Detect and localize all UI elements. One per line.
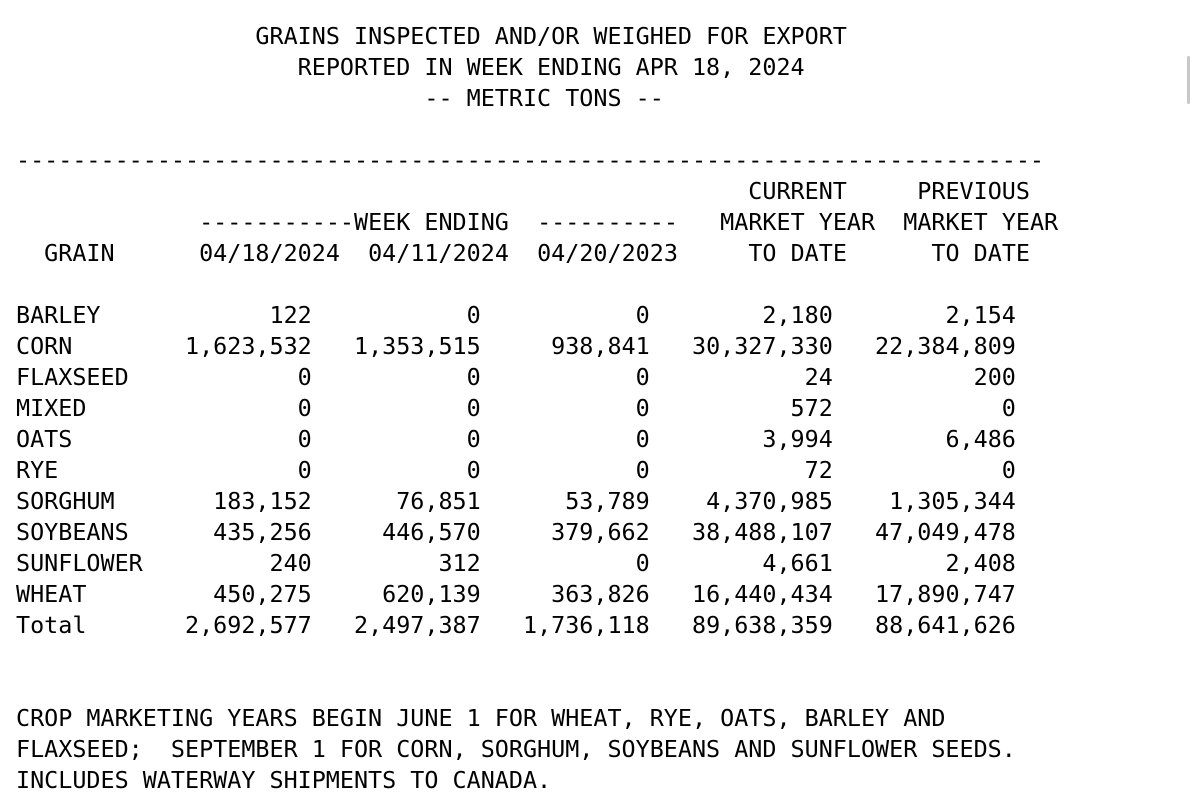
- spacer: [523, 208, 537, 236]
- column-header: MARKET YEAR: [889, 208, 1073, 236]
- footnote-2: FLAXSEED; SEPTEMBER 1 FOR CORN, SORGHUM, SOYBEANS AND SUNFLOWER SEEDS.: [16, 735, 1016, 763]
- tonnage-value: 2,692,577: [156, 611, 312, 639]
- tonnage-value: 1,623,532: [156, 332, 312, 360]
- grain-name: BARLEY: [16, 301, 157, 329]
- tonnage-value: 16,440,434: [649, 580, 833, 608]
- tonnage-value: 0: [311, 456, 481, 484]
- footnote-1: CROP MARKETING YEARS BEGIN JUNE 1 FOR WHEAT, RYE, OATS, BARLEY AND: [16, 704, 946, 732]
- tonnage-value: 446,570: [311, 518, 481, 546]
- table-header-row: [16, 207, 1072, 238]
- grain-export-report: [16, 21, 1072, 796]
- blank-line: [16, 269, 1072, 300]
- table-divider: [16, 145, 1072, 176]
- report-text: [16, 21, 1072, 796]
- column-header: ----------: [537, 208, 692, 236]
- grain-name: CORN: [16, 332, 157, 360]
- tonnage-value: 435,256: [156, 518, 312, 546]
- spacer: [16, 208, 199, 236]
- grain-name: FLAXSEED: [16, 363, 157, 391]
- column-header: MARKET YEAR: [706, 208, 890, 236]
- spacer: [16, 22, 255, 50]
- footnote-2-line: [16, 734, 1072, 765]
- tonnage-value: 572: [649, 394, 833, 422]
- blank-line: [16, 114, 1072, 145]
- spacer: [16, 53, 298, 81]
- report-units-line: [16, 83, 1072, 114]
- grain-name: SORGHUM: [16, 487, 157, 515]
- report-subtitle-line: [16, 52, 1072, 83]
- column-header: CURRENT: [706, 177, 890, 205]
- tonnage-value: 1,353,515: [311, 332, 481, 360]
- report-units: -- METRIC TONS --: [424, 84, 664, 112]
- footnote-3: INCLUDES WATERWAY SHIPMENTS TO CANADA.: [16, 766, 552, 794]
- tonnage-value: 0: [156, 425, 312, 453]
- tonnage-value: 4,661: [649, 549, 833, 577]
- grain-name: RYE: [16, 456, 157, 484]
- column-header: -----------: [199, 208, 354, 236]
- table-row: [16, 424, 1072, 455]
- tonnage-value: 17,890,747: [832, 580, 1016, 608]
- tonnage-value: 2,408: [832, 549, 1016, 577]
- tonnage-value: 47,049,478: [832, 518, 1016, 546]
- spacer: [16, 84, 424, 112]
- report-title-line: [16, 21, 1072, 52]
- tonnage-value: 620,139: [311, 580, 481, 608]
- footnote-1-line: [16, 703, 1072, 734]
- tonnage-value: 0: [311, 301, 481, 329]
- blank-line: [16, 641, 1072, 672]
- tonnage-value: 89,638,359: [649, 611, 833, 639]
- column-header: TO DATE: [706, 239, 890, 267]
- footnote-3-line: [16, 765, 1072, 796]
- tonnage-value: 0: [480, 456, 650, 484]
- tonnage-value: 183,152: [156, 487, 312, 515]
- tonnage-value: 0: [480, 425, 650, 453]
- table-row: [16, 455, 1072, 486]
- column-header: 04/18/2024: [185, 239, 354, 267]
- tonnage-value: 938,841: [480, 332, 650, 360]
- scrollbar-thumb[interactable]: [1187, 56, 1190, 104]
- tonnage-value: 0: [311, 394, 481, 422]
- tonnage-value: 24: [649, 363, 833, 391]
- divider-rule: -------------------------------------------------------------------------: [16, 146, 1045, 174]
- report-subtitle: REPORTED IN WEEK ENDING APR 18, 2024: [297, 53, 805, 81]
- blank-line: [16, 672, 1072, 703]
- grain-name: SOYBEANS: [16, 518, 157, 546]
- tonnage-value: 3,994: [649, 425, 833, 453]
- spacer: [115, 239, 185, 267]
- tonnage-value: 312: [311, 549, 481, 577]
- column-header: TO DATE: [889, 239, 1073, 267]
- tonnage-value: 0: [480, 394, 650, 422]
- table-row: [16, 331, 1072, 362]
- tonnage-value: 0: [156, 363, 312, 391]
- total-row: [16, 610, 1072, 641]
- tonnage-value: 0: [480, 363, 650, 391]
- column-header: PREVIOUS: [889, 177, 1073, 205]
- tonnage-value: 379,662: [480, 518, 650, 546]
- table-header-row: [16, 176, 1072, 207]
- tonnage-value: 1,305,344: [832, 487, 1016, 515]
- tonnage-value: 72: [649, 456, 833, 484]
- report-title: GRAINS INSPECTED AND/OR WEIGHED FOR EXPORT: [255, 22, 847, 50]
- tonnage-value: 0: [480, 301, 650, 329]
- table-row: [16, 548, 1072, 579]
- tonnage-value: 2,497,387: [311, 611, 481, 639]
- table-row: [16, 393, 1072, 424]
- table-row: [16, 486, 1072, 517]
- column-header: 04/20/2023: [523, 239, 707, 267]
- tonnage-value: 30,327,330: [649, 332, 833, 360]
- grain-name: SUNFLOWER: [16, 549, 157, 577]
- tonnage-value: 0: [311, 363, 481, 391]
- tonnage-value: 363,826: [480, 580, 650, 608]
- tonnage-value: 76,851: [311, 487, 481, 515]
- column-header: GRAIN: [16, 239, 115, 267]
- tonnage-value: 0: [480, 549, 650, 577]
- table-row: [16, 300, 1072, 331]
- tonnage-value: 2,180: [649, 301, 833, 329]
- tonnage-value: 0: [832, 394, 1016, 422]
- tonnage-value: 6,486: [832, 425, 1016, 453]
- tonnage-value: 38,488,107: [649, 518, 833, 546]
- grain-name: WHEAT: [16, 580, 157, 608]
- tonnage-value: 450,275: [156, 580, 312, 608]
- vertical-scrollbar[interactable]: [1184, 0, 1192, 800]
- tonnage-value: 2,154: [832, 301, 1016, 329]
- tonnage-value: 4,370,985: [649, 487, 833, 515]
- table-row: [16, 362, 1072, 393]
- tonnage-value: 240: [156, 549, 312, 577]
- table-row: [16, 579, 1072, 610]
- grain-name: OATS: [16, 425, 157, 453]
- column-header: 04/11/2024: [354, 239, 523, 267]
- spacer: [692, 208, 706, 236]
- grain-name: Total: [16, 611, 157, 639]
- tonnage-value: 88,641,626: [832, 611, 1016, 639]
- tonnage-value: 53,789: [480, 487, 650, 515]
- tonnage-value: 0: [832, 456, 1016, 484]
- spacer: [16, 177, 706, 205]
- tonnage-value: 200: [832, 363, 1016, 391]
- tonnage-value: 0: [311, 425, 481, 453]
- tonnage-value: 0: [156, 456, 312, 484]
- tonnage-value: 122: [156, 301, 312, 329]
- grain-name: MIXED: [16, 394, 157, 422]
- tonnage-value: 0: [156, 394, 312, 422]
- column-header: WEEK ENDING: [353, 208, 523, 236]
- tonnage-value: 1,736,118: [480, 611, 650, 639]
- table-row: [16, 517, 1072, 548]
- table-header-row: [16, 238, 1072, 269]
- tonnage-value: 22,384,809: [832, 332, 1016, 360]
